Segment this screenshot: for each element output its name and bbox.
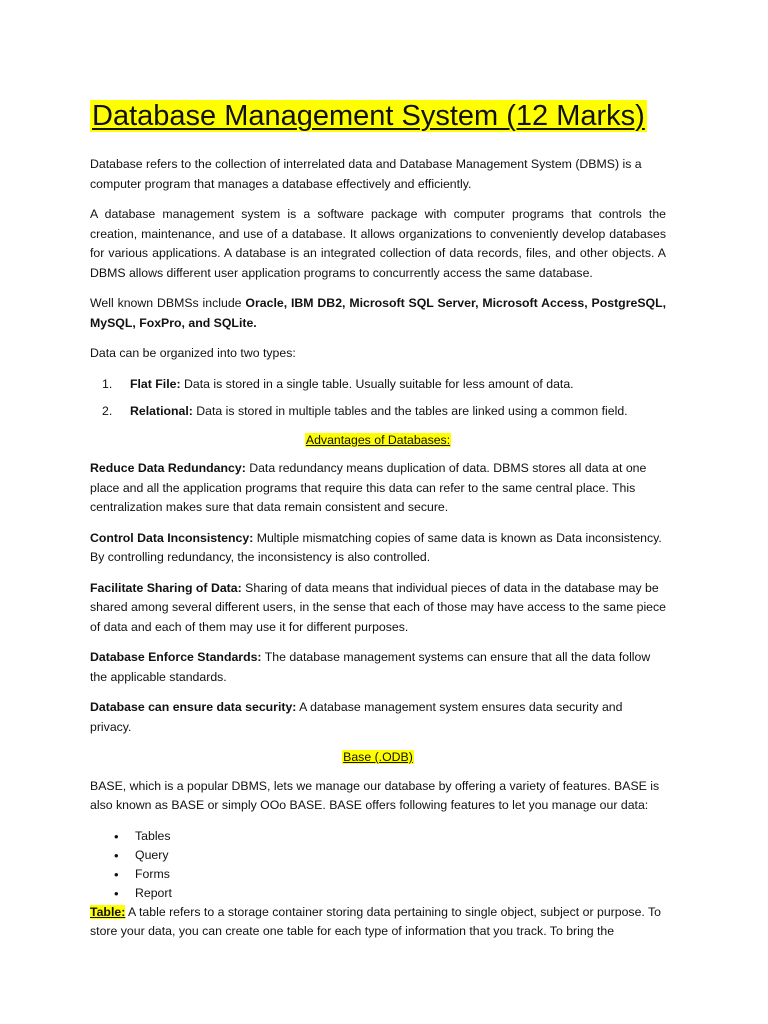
advantage-paragraph (90, 648, 666, 687)
data-types-list (90, 375, 666, 422)
base-intro: BASE, which is a popular DBMS, lets we manage our database by offering a variety of features. BASE is also known as BASE or simply OOo BASE. BASE offers following features to let you manage our data: (90, 778, 660, 812)
advantage-term: Control Data Inconsistency: (90, 530, 254, 545)
list-term: Flat File: (130, 376, 181, 391)
advantage-paragraph (90, 529, 666, 568)
list-term: Relational: (130, 404, 193, 418)
base-features-list (90, 827, 666, 903)
list-item (90, 846, 666, 865)
advantages-heading-text: Advantages of Databases: (305, 432, 451, 447)
advantage-term: Database can ensure data security: (90, 700, 297, 714)
types-intro: Data can be organized into two types: (90, 346, 296, 360)
list-item (90, 827, 666, 846)
advantage-paragraph (90, 698, 666, 737)
advantage-text: Sharing of data means that individual pieces of data in the database may be shared among several different users, in the sense that each of those may have access to the same piece of data and each of them may use it for different purposes. (90, 580, 667, 634)
list-text: Data is stored in a single table. Usually suitable for less amount of data. (180, 376, 574, 391)
page-title (90, 96, 666, 136)
advantage-paragraph (90, 579, 666, 638)
advantage-text: The database management systems can ensure that all the data follow the applicable standards. (90, 650, 651, 684)
bullet-icon: • (114, 885, 119, 901)
advantage-term: Database Enforce Standards: (90, 650, 262, 664)
feature-label: Report (135, 885, 172, 900)
advantage-text: Data redundancy means duplication of data. DBMS stores all data at one place and all the application programs that require this data can refer to the same central place. This centralization makes sure that data remain consistent and secure. (90, 461, 647, 514)
dbms-list-prefix: Well known DBMSs include (90, 296, 246, 310)
dbms-list-names: Oracle, IBM DB2, Microsoft SQL Server, Microsoft Access, PostgreSQL, MySQL, FoxPro, and SQLite. (90, 296, 667, 330)
page-title-text: Database Management System (12 Marks) (92, 100, 645, 132)
intro-paragraph-2: A database management system is a software package with computer programs that controls the creation, maintenance, and use of a database. It allows organizations to conveniently develop databases for various applications. A database is an integrated collection of data records, files, and other objects. A DBMS allows different user application programs to concurrently access the same database. (90, 207, 666, 280)
list-number: 1. (102, 376, 113, 391)
list-item (90, 375, 666, 395)
list-item (90, 402, 666, 422)
advantages-heading (90, 431, 666, 451)
bullet-icon: • (114, 866, 119, 882)
advantage-text: Multiple mismatching copies of same data is known as Data inconsistency. By controlling redundancy, the inconsistency is also controlled. (90, 530, 662, 564)
table-definition (90, 903, 666, 942)
advantage-text: A database management system ensures data security and privacy. (90, 700, 623, 734)
table-text: A table refers to a storage container storing data pertaining to single object, subject or purpose. To store your data, you can create one table for each type of information that you track. To bring the (90, 904, 662, 938)
list-text: Data is stored in multiple tables and the tables are linked using a common field. (192, 404, 628, 418)
feature-label: Forms (135, 866, 170, 881)
intro-paragraph-1: Database refers to the collection of interrelated data and Database Management System (DBMS) is a computer program that manages a database effectively and efficiently. (90, 157, 642, 191)
list-item (90, 884, 666, 903)
base-heading-text: Base (.ODB) (343, 750, 413, 764)
feature-label: Query (135, 847, 169, 862)
advantage-term: Reduce Data Redundancy: (90, 461, 246, 475)
list-item (90, 865, 666, 884)
table-term: Table: (90, 904, 126, 919)
feature-label: Tables (135, 828, 171, 843)
advantage-paragraph (90, 459, 666, 518)
dbms-list-paragraph (90, 294, 666, 333)
list-number: 2. (102, 404, 113, 418)
advantage-term: Facilitate Sharing of Data: (90, 580, 242, 595)
bullet-icon: • (114, 847, 119, 863)
document-content (90, 96, 666, 953)
bullet-icon: • (114, 828, 119, 844)
base-heading (90, 748, 666, 768)
